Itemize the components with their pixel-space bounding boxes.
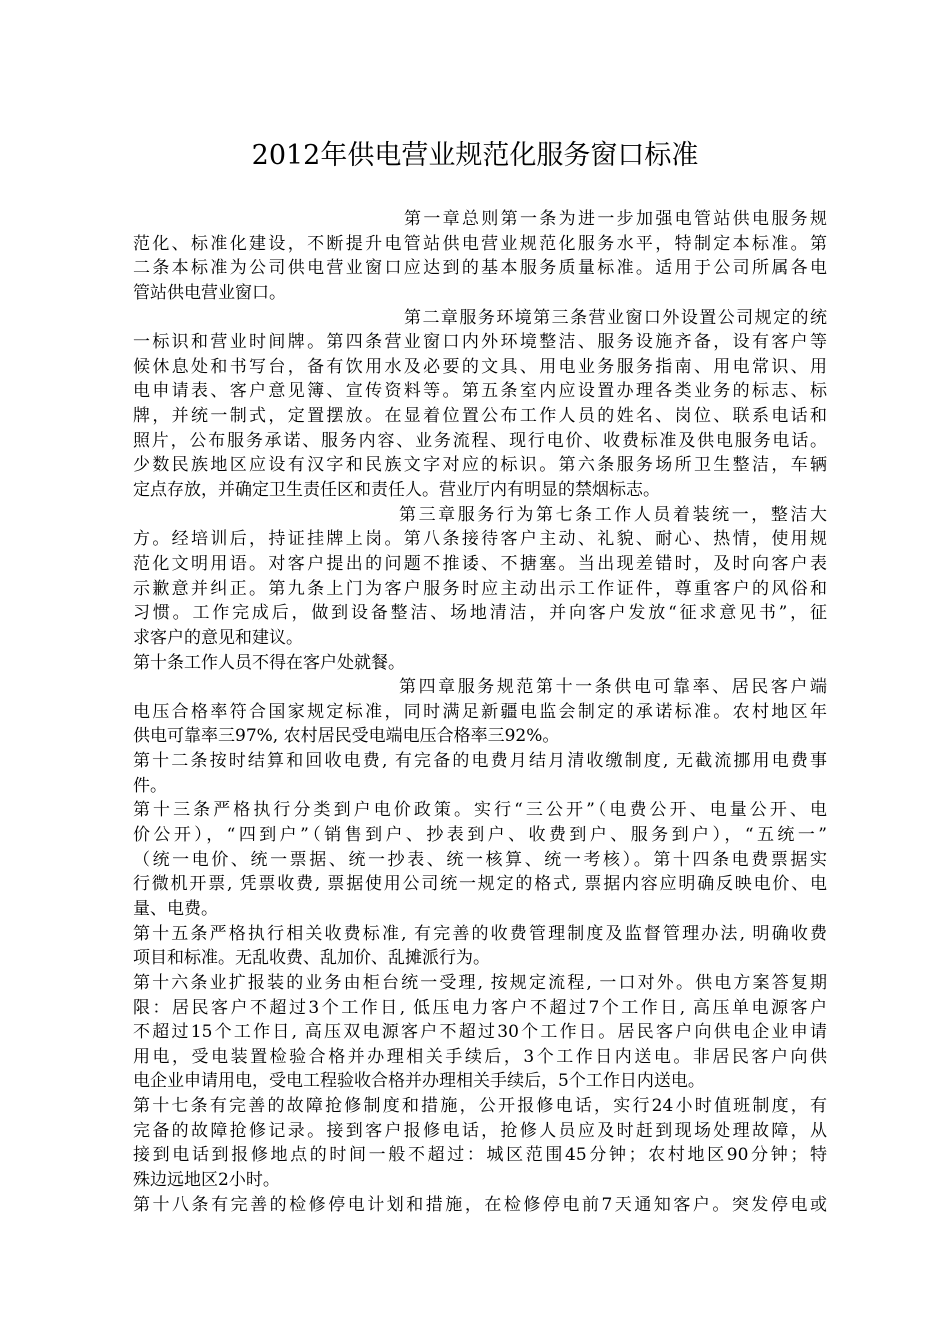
text-line: 范化、标准化建设，不断提升电管站供电营业规范化服务水平，特制定本标准。第 <box>133 233 827 254</box>
text-line: 行微机开票, 凭票收费, 票据使用公司统一规定的格式, 票据内容应明确反映电价、电 <box>133 874 827 895</box>
text-line: 照片，公布服务承诺、服务内容、业务流程、现行电价、收费标准及供电服务电话。 <box>133 430 827 451</box>
text-line: 电压合格率符合国家规定标准，同时满足新疆电监会制定的承诺标准。农村地区年 <box>133 701 827 722</box>
text-line: 价公开），“四到户”（销售到户、抄表到户、收费到户、服务到户），“五统一” <box>133 825 827 846</box>
text-line: （统一电价、统一票据、统一抄表、统一核算、统一考核）。第十四条电费票据实 <box>133 849 827 870</box>
text-line: 第十七条有完善的故障抢修制度和措施，公开报修电话，实行24小时值班制度，有 <box>133 1096 827 1117</box>
text-line: 第一章总则第一条为进一步加强电管站供电服务规 <box>404 209 827 229</box>
text-line: 示歉意并纠正。第九条上门为客户服务时应主动出示工作证件，尊重客户的风俗和 <box>133 578 827 599</box>
text-line: 电企业申请用电，受电工程验收合格并办理相关手续后，5个工作日内送电。 <box>133 1071 705 1092</box>
text-line: 定点存放，并确定卫生责任区和责任人。营业厅内有明显的禁烟标志。 <box>133 480 660 501</box>
text-line: 电申请表、客户意见簿、宣传资料等。第五条室内应设置办理各类业务的标志、标 <box>133 381 827 402</box>
text-line: 求客户的意见和建议。 <box>133 627 303 648</box>
text-line: 第三章服务行为第七条工作人员着装统一，整洁大 <box>399 504 827 525</box>
text-line: 管站供电营业窗口。 <box>133 282 286 303</box>
text-line: 第十三条严格执行分类到户电价政策。实行“三公开”（电费公开、电量公开、电 <box>133 800 827 821</box>
text-line: 量、电费。 <box>133 898 218 919</box>
text-line: 二条本标准为公司供电营业窗口应达到的基本服务质量标准。适用于公司所属各电 <box>133 258 827 279</box>
text-line: 第十条工作人员不得在客户处就餐。 <box>133 652 405 673</box>
text-line: 第十五条严格执行相关收费标准, 有完善的收费管理制度及监督管理办法, 明确收费 <box>133 923 827 944</box>
text-line: 方。经培训后，持证挂牌上岗。第八条接待客户主动、礼貌、耐心、热情，使用规 <box>133 529 827 550</box>
text-line: 不超过15个工作日, 高压双电源客户不超过30个工作日。居民客户向供电企业申请 <box>133 1022 827 1043</box>
text-line: 件。 <box>133 775 167 796</box>
text-line: 第二章服务环境第三条营业窗口外设置公司规定的统 <box>404 307 827 328</box>
document-title: 2012年供电营业规范化服务窗口标准 <box>251 140 699 171</box>
document-body <box>133 207 827 1217</box>
text-line: 第十二条按时结算和回收电费, 有完备的电费月结月清收缴制度, 无截流挪用电费事 <box>133 751 827 772</box>
text-line: 候休息处和书写台，备有饮用水及必要的文具、用电业务服务指南、用电常识、用 <box>133 356 827 377</box>
text-line: 范化文明用语。对客户提出的问题不推诿、不搪塞。当出现差错时，及时向客户表 <box>133 553 827 574</box>
text-line: 限：居民客户不超过3个工作日, 低压电力客户不超过7个工作日, 高压单电源客户 <box>133 997 827 1018</box>
text-line: 完备的故障抢修记录。接到客户报修电话，抢修人员应及时赶到现场处理故障，从 <box>133 1120 827 1141</box>
text-line: 牌，并统一制式，定置摆放。在显着位置公布工作人员的姓名、岗位、联系电话和 <box>133 406 827 427</box>
text-line: 第十八条有完善的检修停电计划和措施，在检修停电前7天通知客户。突发停电或 <box>133 1194 827 1215</box>
text-line: 少数民族地区应设有汉字和民族文字对应的标识。第六条服务场所卫生整洁，车辆 <box>133 455 827 476</box>
text-line: 第十六条业扩报装的业务由柜台统一受理, 按规定流程, 一口对外。供电方案答复期 <box>133 972 827 993</box>
text-line: 一标识和营业时间牌。第四条营业窗口内外环境整洁、服务设施齐备，设有客户等 <box>133 332 827 353</box>
text-line: 接到电话到报修地点的时间一般不超过：城区范围45分钟；农村地区90分钟；特 <box>133 1145 827 1166</box>
text-line: 供电可靠率三97%, 农村居民受电端电压合格率三92%。 <box>133 726 560 747</box>
text-line: 习惯。工作完成后，做到设备整洁、场地清洁，并向客户发放“征求意见书”，征 <box>133 603 827 624</box>
text-line: 用电，受电装置检验合格并办理相关手续后，3个工作日内送电。非居民客户向供 <box>133 1046 827 1067</box>
text-line: 殊边远地区2小时。 <box>133 1169 280 1190</box>
text-line: 项目和标准。无乱收费、乱加价、乱摊派行为。 <box>133 948 490 969</box>
text-line: 第四章服务规范第十一条供电可靠率、居民客户端 <box>399 677 827 698</box>
